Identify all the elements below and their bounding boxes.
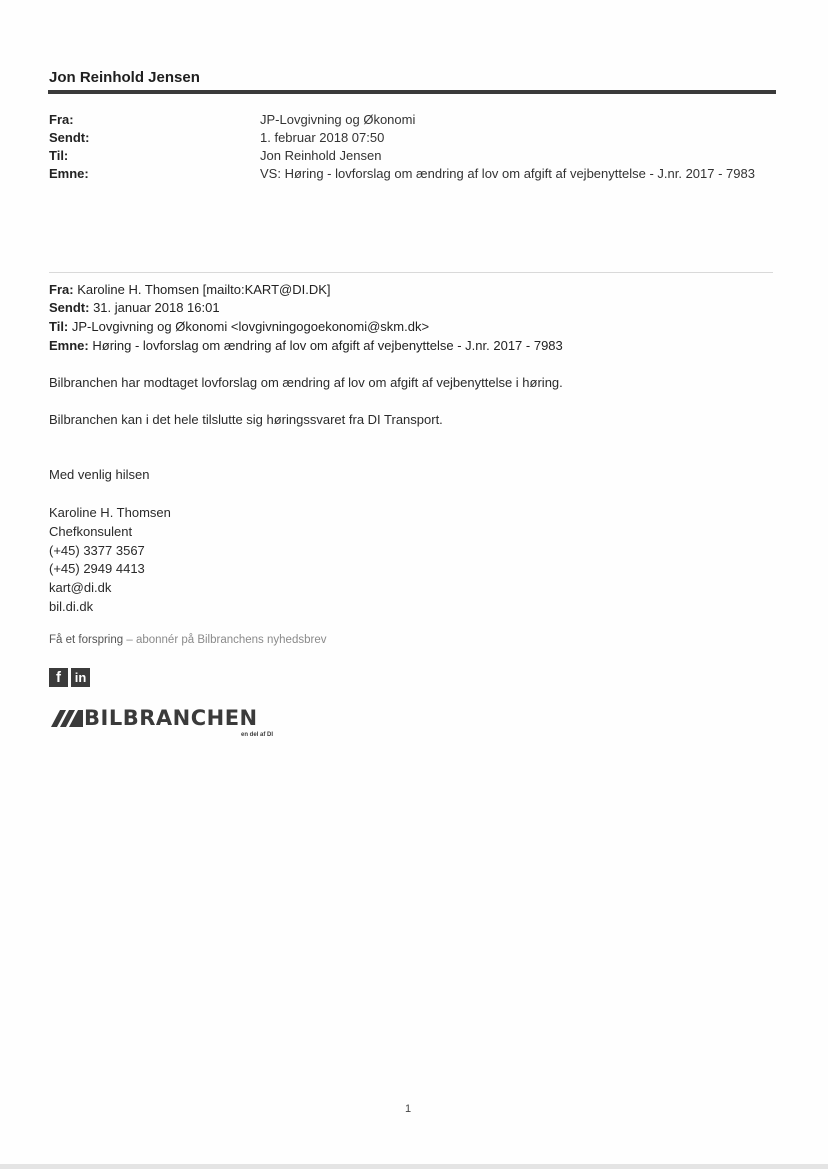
header-from-value: JP-Lovgivning og Økonomi [260, 112, 416, 127]
header-divider [48, 90, 776, 94]
newsletter-promo-prefix: Få et forspring [49, 634, 124, 646]
facebook-icon[interactable]: f [49, 668, 68, 687]
header-sent-value: 1. februar 2018 07:50 [260, 130, 385, 145]
header-sent-label: Sendt: [49, 130, 90, 145]
newsletter-promo[interactable] [49, 634, 326, 646]
social-links [49, 668, 90, 687]
forward-from [49, 281, 331, 299]
forward-from-label: Fra: [49, 282, 74, 297]
document-owner-name: Jon Reinhold Jensen [49, 69, 200, 86]
body-greeting: Med venlig hilsen [49, 467, 150, 482]
signature-phone-2: (+45) 2949 4413 [49, 561, 145, 576]
forward-subject-value: Høring - lovforslag om ændring af lov om afgift af vejbenyttelse - J.nr. 2017 - 7983 [92, 338, 563, 353]
header-to-label: Til: [49, 148, 69, 163]
forward-sent-value: 31. januar 2018 16:01 [93, 300, 220, 315]
forward-to-value: JP-Lovgivning og Økonomi <lovgivningogoekonomi@skm.dk> [71, 319, 430, 334]
header-subject-value: VS: Høring - lovforslag om ændring af lov om afgift af vejbenyttelse - J.nr. 2017 - 7983 [260, 166, 755, 181]
signature-email[interactable]: kart@di.dk [49, 580, 112, 595]
forward-subject-label: Emne: [49, 338, 89, 353]
signature-name: Karoline H. Thomsen [49, 505, 171, 520]
forward-divider [49, 272, 773, 273]
signature-website[interactable]: bil.di.dk [49, 599, 94, 614]
forward-to [49, 318, 429, 336]
brand-tagline: en del af DI [241, 732, 274, 738]
linkedin-icon[interactable]: in [71, 668, 90, 687]
forward-sent [49, 299, 220, 317]
header-from-label: Fra: [49, 112, 74, 127]
brand-name: BILBRANCHEN [84, 706, 258, 730]
bilbranchen-logo-mark-icon [51, 710, 83, 727]
forward-sent-label: Sendt: [49, 300, 90, 315]
signature-title: Chefkonsulent [49, 524, 133, 539]
body-paragraph-1: Bilbranchen har modtaget lovforslag om ændring af lov om afgift af vejbenyttelse i høring. [49, 375, 563, 390]
header-subject-label: Emne: [49, 166, 89, 181]
newsletter-promo-suffix: – abonnér på Bilbranchens nyhedsbrev [123, 634, 327, 646]
forward-subject [49, 337, 563, 355]
signature-phone-1: (+45) 3377 3567 [49, 543, 145, 558]
page-bottom-edge [0, 1164, 828, 1169]
page-number: 1 [405, 1103, 412, 1115]
body-paragraph-2: Bilbranchen kan i det hele tilslutte sig høringssvaret fra DI Transport. [49, 412, 443, 427]
forward-from-value: Karoline H. Thomsen [mailto:KART@DI.DK] [77, 282, 331, 297]
forward-to-label: Til: [49, 319, 69, 334]
header-to-value: Jon Reinhold Jensen [260, 148, 382, 163]
